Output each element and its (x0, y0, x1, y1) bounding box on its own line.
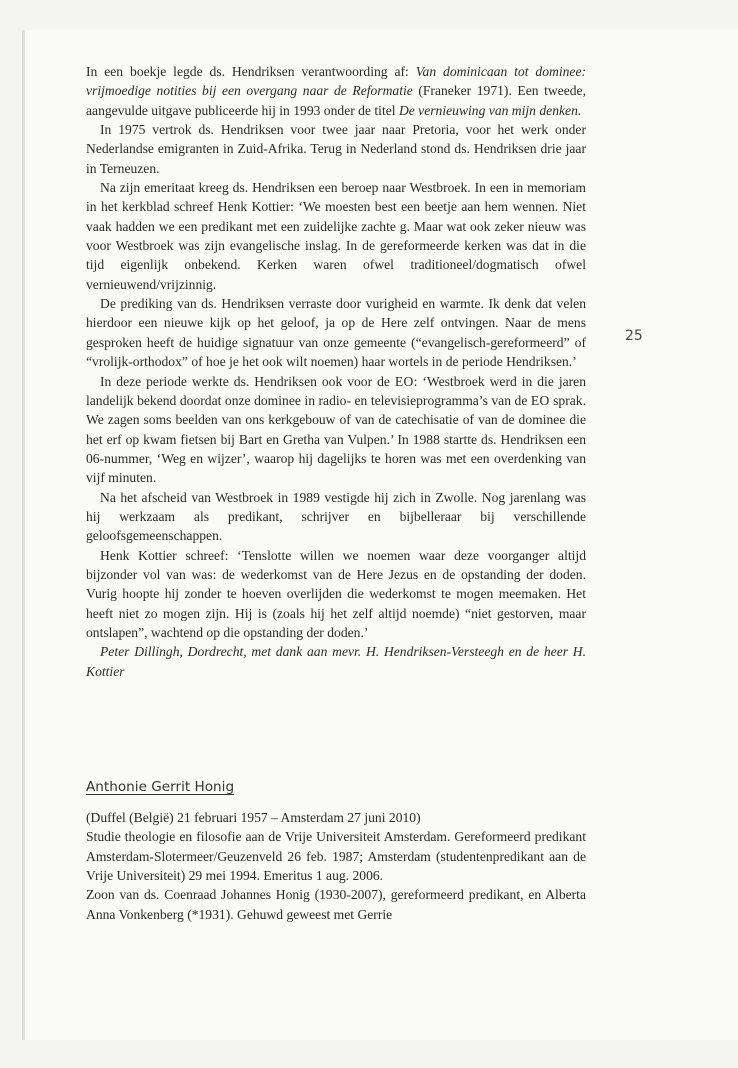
abbreviation: EO (530, 392, 550, 408)
signature: Peter Dillingh, Dordrecht, met dank aan mevr. H. Hendriksen-Versteegh en de heer H. Kottier (86, 644, 586, 679)
paragraph-text: In deze periode werkte ds. Hendriksen ook voor de (100, 373, 395, 389)
paragraph-text: In een boekje legde ds. Hendriksen verantwoording af: (86, 64, 416, 79)
biography (86, 808, 586, 924)
body-text (86, 62, 586, 681)
paragraph-text: sprak. We zagen soms beelden van ons kerkgebouw of van de catechisatie of van de dominee die het erf op kwam fietsen bij Bart en Gretha van Vulpen.’ In 1988 startte ds. Hendriksen een 06-nummer, ‘Weg en wijzer’, waarop hij dagelijks te horen was met een overdenking van vijf minuten. (86, 392, 586, 486)
paragraph (86, 62, 586, 120)
book-title: De vernieuwing van mijn denken. (398, 102, 582, 118)
bio-family: Zoon van ds. Coenraad Johannes Honig (1930-2007), gereformeerd predikant, en Alberta Anna Vonkenberg (*1931). Gehuwd geweest met Gerrie (86, 887, 586, 922)
page-spine (23, 30, 25, 1040)
paragraph: De prediking van ds. Hendriksen verraste door vurigheid en warmte. Ik denk dat velen hierdoor een nieuwe kijk op het geloof, ja op de Here zelf ontvingen. Naar de mens gesproken heeft de huidige signatuur van onze gemeente (“evangelisch-gereformeerd” of “vrolijk-orthodox” of hoe je het ook wilt noemen) haar wortels in de periode Hendriksen.’ (86, 296, 586, 370)
bio-dates: (Duffel (België) 21 februari 1957 – Amsterdam 27 juni 2010) (86, 810, 421, 825)
paragraph: Na het afscheid van Westbroek in 1989 vestigde hij zich in Zwolle. Nog jarenlang was hij werkzaam als predikant, schrijver en bijbelleraar bij verschillende geloofsgemeenschappen. (86, 489, 586, 544)
book-title: Van dominicaan tot dominee: vrijmoedige notities bij een overgang naar de Reformatie (86, 64, 587, 99)
page-number: 25 (625, 328, 643, 344)
paragraph: Henk Kottier schreef: ‘Tenslotte willen we noemen waar deze voorganger altijd bijzonder vol van was: de wederkomst van de Here Jezus en de opstanding der doden. Vurig hoopte hij zonder te hoeven overlijden die wederkomst te mogen meemaken. Het heeft niet zo mogen zijn. Hij is (zoals hij het zelf altijd noemde) “niet gestorven, maar ontslapen”, wachtend op die opstanding der doden.’ (86, 547, 586, 640)
paragraph-text: (Franeker 1971). Een tweede, aangevulde uitgave publiceerde hij in 1993 onder de titel (86, 83, 586, 118)
section-heading: Anthonie Gerrit Honig (86, 779, 235, 795)
paragraph: In 1975 vertrok ds. Hendriksen voor twee jaar naar Pretoria, voor het werk onder Nederlandse emigranten in Zuid-Afrika. Terug in Nederland stond ds. Hendriksen drie jaar in Terneuzen. (86, 122, 586, 176)
paragraph (86, 372, 586, 488)
paragraph: Na zijn emeritaat kreeg ds. Hendriksen een beroep naar Westbroek. In een in memoriam in het kerkblad schreef Henk Kottier: ‘We moesten best een beetje aan hem wennen. Niet vaak hadden we een predikant met een zuidelijke zachte g. Maar wat ook zeker nieuw was voor Westbroek was zijn evangelische inslag. In de gereformeerde kerken was dat in die tijd eigenlijk onbekend. Kerken waren ofwel traditioneel/dogmatisch ofwel vernieuwend/vrijzinnig. (86, 180, 586, 292)
bio-career: Studie theologie en filosofie aan de Vrije Universiteit Amsterdam. Gereformeerd predikant Amsterdam-Slotermeer/Geuzenveld 26 feb. 1987; Amsterdam (studentenpredikant aan de Vrije Universiteit) 29 mei 1994. Emeritus 1 aug. 2006. (86, 829, 586, 884)
paragraph-text: : ‘Westbroek werd in die jaren landelijk bekend doordat onze dominee in radio- en televisieprogramma’s van de (86, 373, 586, 408)
abbreviation: EO (394, 373, 414, 389)
